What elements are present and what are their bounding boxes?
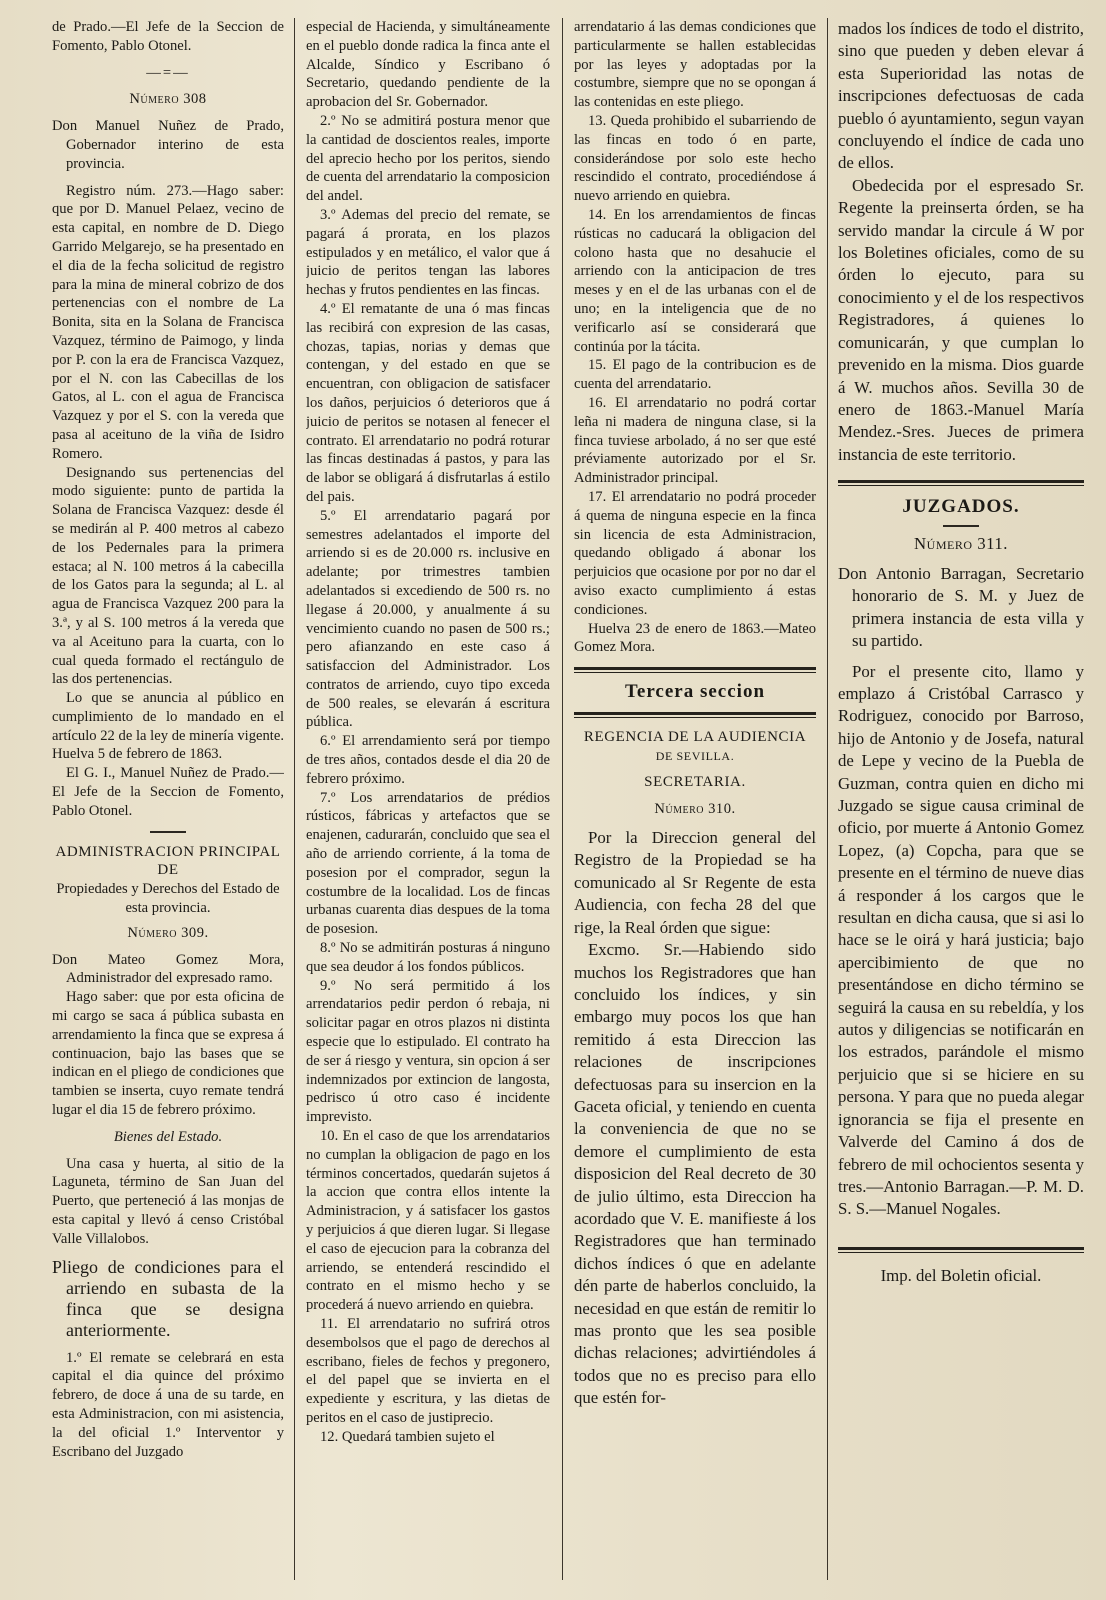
paragraph: 10. En el caso de que los arrendatarios no cumplan la obligacion de pago en los términos concertados, quedarán sujetos á la accion que contra ellos intente la Administracion, y á satisfacer los gastos y perjuicios á que dieren lugar. Si llegase el caso de ejecucion para la cobranza del arriendo, se entenderá rescindido el contrato en el mismo hecho y se procederá á nuevo arriendo en quiebra. [306,1128,550,1314]
paragraph: 14. En los arrendamientos de fincas rústicas no caducará la obligacion del colono hasta que no desahucie el arriendo con la anticipacion de tres meses y en el de las urbanas con el de uno; en la inteligencia que de no verificarlo así se considerará que continúa por la tácita. [574,206,816,355]
notice-number: Número 309. [127,924,209,941]
paragraph: mados los índices de todo el distrito, sino que pueden y deben elevar á esta Superioridad las notas de inscripciones defectuosas de cada pueblo ó ayuntamiento, segun vayan concluyendo el índice de cada uno de ellos. [838,19,1084,173]
paragraph: 15. El pago de la contribucion es de cuenta del arrendatario. [574,357,816,393]
paragraph: 4.º El rematante de una ó mas fincas las recibirá con expresion de las casas, chozas, tapias, norias y demas que contengan, y del estado en que se encuentran, con obligacion de satisfacer los daños, perjuicios ó deterioros que á juicio de peritos se notasen al fenecer el contrato. El arrendatario no podrá roturar las fincas destinadas á pastos, y para las de labor se obligará á disfrutarlas á estilo del pais. [306,300,550,505]
paragraph: 11. El arrendatario no sufrirá otros desembolsos que el pago de derechos al escribano, fieles de fechos y pregonero, el del papel que se invierta en el expediente y escritura, y las dietas de peritos en el caso de justiprecio. [306,1315,550,1426]
paragraph: 6.º El arrendamiento será por tiempo de tres años, contados desde el dia 20 de febrero próximo. [306,733,550,787]
paragraph: 3.º Ademas del precio del remate, se pagará á prorata, en los plazos estipulados y en metálico, el valor que á juicio de peritos tengan las labores hechas y frutos pendientes en las fincas. [306,206,550,299]
notice-heading: Don Mateo Gomez Mora, Administrador del expresado ramo. [52,951,284,987]
paragraph: 12. Quedará tambien sujeto el [320,1428,495,1445]
paragraph: Lo que se anuncia al público en cumplimiento de lo mandado en el artículo 22 de la ley de minería vigente. Huelva 5 de febrero de 1863. [52,690,284,763]
paragraph: Por el presente cito, llamo y emplazo á Cristóbal Carrasco y Rodriguez, conocido por Barroso, hijo de Antonio y de Josefa, natural de Lepe y vecino de la Puebla de Guzman, contra quien en dicho mi Juzgado se sigue causa criminal de oficio, por muerte á Antonio Gomez Lopez, (a) Copcha, para que se presente en el término de nueve dias á responder á los cargos que le resultan en dicha causa, que si asi lo hace se le oirá y hará justicia; bajo apercibimiento de que no presentándose en dicho término se seguirá la causa en su rebeldía, y los autos y diligencias se notificarán en los estrados, parándole el mismo perjuicio que si se hiciere en su persona. Y para que no pueda alegar ignorancia se fija el presente en Valverde del Camino á dos de febrero de mil ochocientos sesenta y tres.—Antonio Barragan.—P. M. D. S. S.—Manuel Nogales. [838,661,1084,1219]
juzgados-heading: JUZGADOS. [902,496,1020,518]
paragraph: Por la Direccion general del Registro de la Propiedad se ha comunicado al Sr Regente de esta Audiencia, con fecha 28 del que rige, la Real órden que sigue: [574,828,816,937]
paragraph: Registro núm. 273.—Hago saber: que por D. Manuel Pelaez, vecino de esta capital, en nombre de D. Diego Garrido Melgarejo, se ha presentado en el dia de la fecha solicitud de registro para la mina de mineral cobrizo de dos pertenencias con el nombre de La Bonita, sita en la Solana de Francisca Vazquez, término de Paimogo, y linda por P. con la era de Francisca Vazquez, por el N. con las Cabecillas de los Gatos, al L. con el agua de Francisca Vazquez y por el S. con la vereda que pasa al aceituno de la viña de Isidro Romero. [52,182,284,462]
signature: El G. I., Manuel Nuñez de Prado.—El Jefe de la Seccion de Fomento, Pablo Otonel. [52,765,284,819]
section-subheading: Propiedades y Derechos del Estado de esta provincia. [56,881,280,917]
notice-heading: Don Manuel Nuñez de Prado, Gobernador interino de esta provincia. [52,118,284,172]
notice-heading: Don Antonio Barragan, Secretario honorario de S. M. y Juez de primera instancia de esta villa y su partido. [838,563,1084,651]
paragraph: 17. El arrendatario no podrá proceder á quema de ninguna especie en la finca sin licencia de esta Administracion, quedando obligado á abonar los perjuicios que ocasione por por no dar el aviso exacto cumplimiento á estas condiciones. [574,488,816,618]
notice-number: Número 308 [129,91,207,108]
paragraph: arrendatario á las demas condiciones que particularmente se hallen establecidas por las leyes y adoptadas por la costumbre, siempre que no se opongan á las contenidas en este pliego. [574,19,816,111]
paragraph: Designando sus pertenencias del modo siguiente: punto de partida la Solana de Francisca Vazquez: desde él se medirán al P. 400 metros al cabezo de los Pedernales para la primera estaca; al N. 100 metros á la cabecilla de los Gatos para la segunda; al L. al agua de Francisca Vazquez 200 para la 3.ª, y al S. 100 metros á la vereda que va al Aceituno para la cuarta, con lo cual queda formado el rectángulo de las dos pertenencias. [52,464,284,688]
pliego-heading: Pliego de condiciones para el arriendo en subasta de la finca que se designa anteriormente. [52,1256,284,1340]
section-heading: ADMINISTRACION PRINCIPAL DE [55,843,281,879]
column-1 [52,18,284,1582]
closing-rule [838,1247,1084,1253]
paragraph: 2.º No se admitirá postura menor que la cantidad de doscientos reales, importe del aprecio hecho por los peritos, siendo de cuenta del arrendatario la composicion del andel. [306,112,550,205]
signature: Huelva 23 de enero de 1863.—Mateo Gomez Mora. [574,620,816,656]
separator: —=— [146,64,190,81]
subheading: Bienes del Estado. [113,1128,223,1145]
column-3 [574,18,816,1582]
regencia-heading: REGENCIA DE LA AUDIENCIA [583,728,807,745]
paragraph: de Prado.—El Jefe de la Seccion de Fomento, Pablo Otonel. [52,19,284,54]
paragraph: 8.º No se admitirán posturas á ninguno que sea deudor á los fondos públicos. [306,940,550,975]
short-rule [943,525,979,527]
short-rule [150,831,186,833]
imprint: Imp. del Boletin oficial. [880,1265,1042,1285]
column-rule [562,18,563,1580]
section-rule [838,480,1084,486]
regencia-subheading: DE SEVILLA. [655,748,735,763]
paragraph: 7.º Los arrendatarios de prédios rústicos, fábricas y artefactos que se enajenen, cadurarán, concluido que sea el año de arriendo corriente, á la toma de posesion por el comprador, segun la costumbre de la localidad. Los de fincas urbanas cuarenta dias despues de la toma de posesion. [306,789,550,938]
secretaria-heading: SECRETARIA. [644,774,746,791]
column-rule [827,18,828,1580]
column-2 [306,18,550,1582]
column-rule [294,18,295,1580]
notice-number: Número 310. [654,801,736,818]
paragraph: 16. El arrendatario no podrá cortar leña ni madera de ninguna clase, si la finca tuviese arbolado, á no ser que esté préviamente autorizado por el Sr. Administrador principal. [574,394,816,487]
column-4 [838,18,1084,1582]
paragraph: 9.º No será permitido á los arrendatarios pedir perdon ó rebaja, ni solicitar pagar en otros plazos ni distinta especie que lo estipulado. El contrato ha de ser á riesgo y ventura, sin opcion á ser indemnizados por extincion de langosta, pedrisco ú otro caso é incidente imprevisto. [306,977,550,1126]
paragraph: Excmo. Sr.—Habiendo sido muchos los Registradores que han concluido los índices, y sin embargo muy pocos los que han remitido á esta Direccion las relaciones de inscripciones defectuosas para su insercion en la Gaceta oficial, y teniendo en cuenta la conveniencia de que no se demore el cumplimiento de esta disposicion del Real decreto de 30 de julio último, esta Direccion ha acordado que V. E. manifieste á los Registradores que han terminado dichos índices ó que en adelante dén parte de haberlos concluido, la necesidad en que están de remitir lo mas pronto que les sea posible dichas relaciones; advirtiéndoles á todos que no es preciso para ello que estén for- [574,940,816,1408]
paragraph: 13. Queda prohibido el subarriendo de las fincas en todo ó en parte, considerándose por solo este hecho rescindido el contrato, procediéndose á nuevo arriendo en quiebra. [574,112,816,205]
paragraph: Una casa y huerta, al sitio de la Laguneta, término de San Juan del Puerto, que perteneció á las monjas de esta capital y llevó á censo Cristóbal Valle Villalobos. [52,1155,284,1247]
paragraph: especial de Hacienda, y simultáneamente en el pueblo donde radica la finca ante el Alcalde, Síndico y Escribano ó Secretario, quedando pendiente de la aprobacion del Sr. Gobernador. [306,19,550,111]
paragraph: 1.º El remate se celebrará en esta capital el dia quince del próximo febrero, de doce á una de su tarde, en esta Administracion, con mi asistencia, la del oficial 1.º Interventor y Escribano del Juzgado [52,1349,284,1460]
notice-number: Número 311. [914,533,1008,553]
section-heading: Tercera seccion [624,681,766,703]
paragraph: Hago saber: que por esta oficina de mi cargo se saca á pública subasta en arrendamiento la finca que se expresa á continuacion, bajo las bases que se indican en el pliego de condiciones que tambien se inserta, cuyo remate tendrá lugar el dia 15 de febrero próximo. [52,989,284,1119]
paragraph: 5.º El arrendatario pagará por semestres adelantados el importe del arriendo si es de 20.000 rs. inclusive en adelante; por trimestres tambien adelantados si excediendo de 500 rs. no llegase á 20.000, y anualmente á su vencimiento cuando no pasen de 500 rs.; pero afianzando en este caso á satisfaccion del Administrador. Los contratos de arriendo, cuyo tipo exceda de 500 reales, se elevarán á escritura pública. [306,507,550,731]
paragraph: Obedecida por el espresado Sr. Regente la preinserta órden, se ha servido mandar la circule á W por los Boletines oficiales, como de su órden lo ejecuto, para su conocimiento y el de los respectivos Registradores, á quienes lo comunicarán, y que cumplan lo prevenido en la misma. Dios guarde á W. muchos años. Sevilla 30 de enero de 1863.-Manuel María Mendez.-Sres. Jueces de primera instancia de este territorio. [838,175,1084,464]
section-rule [574,712,816,718]
section-rule [574,667,816,673]
